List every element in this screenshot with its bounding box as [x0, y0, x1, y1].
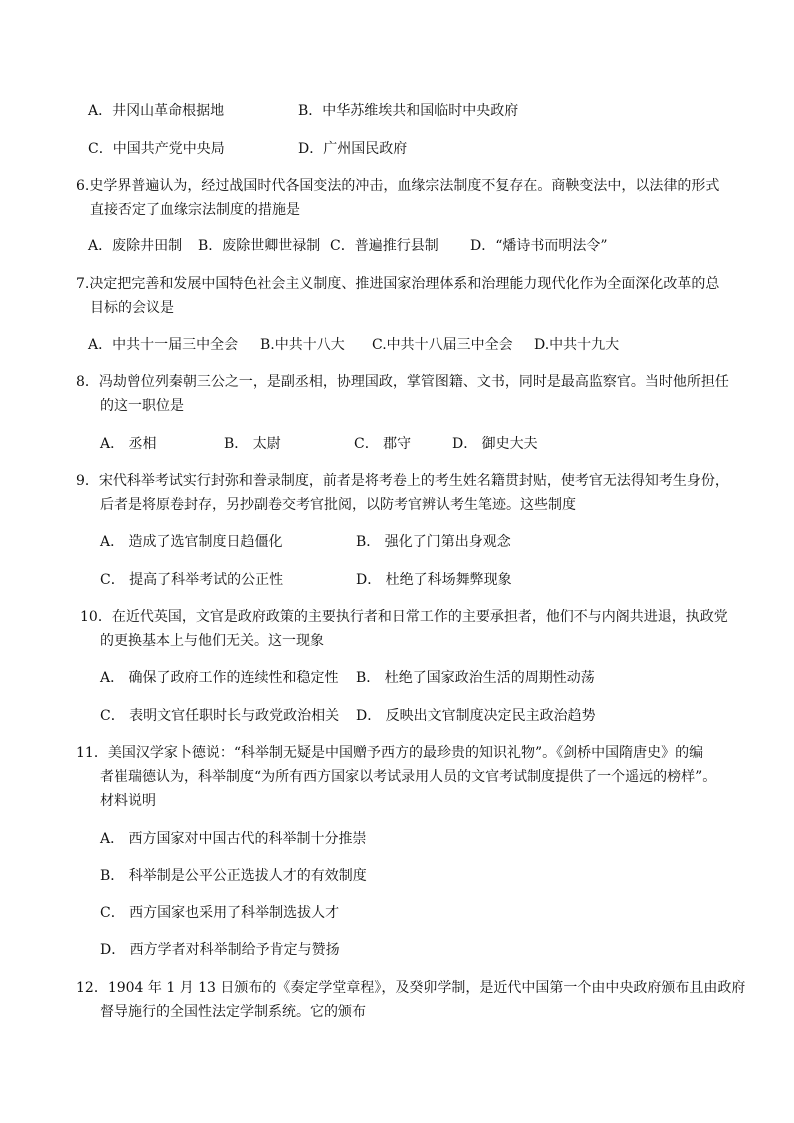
q11-stem-line3: 材料说明: [100, 793, 156, 809]
q7-option-a: A．中共十一届三中全会: [88, 337, 239, 353]
q6-option-c: C．普遍推行县制: [330, 238, 439, 254]
q8-option-d: D． 御史大夫: [452, 436, 538, 452]
q10-option-c: C． 表明文官任职时长与政党政治相关: [100, 708, 340, 724]
q7-option-d: D.中共十九大: [534, 337, 620, 353]
q6-option-d: D．“燔诗书而明法令”: [470, 238, 608, 254]
q9-stem-line2: 后者是将原卷封存，另抄副卷交考官批阅，以防考官辨认考生笔迹。这些制度: [100, 497, 576, 513]
q6-option-b: B．废除世卿世禄制: [198, 238, 321, 254]
q11-option-a: A． 西方国家对中国古代的科举制十分推崇: [100, 831, 367, 847]
q11-stem-line1: 11．美国汉学家卜德说：“科举制无疑是中国赠予西方的最珍贵的知识礼物”。《剑桥中国隋唐史》的编: [76, 745, 704, 761]
q5-option-c: C．中国共产党中央局: [88, 141, 225, 157]
q7-option-b: B.中共十八大: [260, 337, 345, 353]
q10-option-d: D． 反映出文官制度决定民主政治趋势: [356, 708, 596, 724]
q9-option-b: B． 强化了门第出身观念: [356, 534, 511, 550]
q8-stem-line2: 的这一职位是: [100, 398, 184, 414]
q8-option-c: C． 郡守: [354, 436, 412, 452]
q9-stem-line1: 9．宋代科举考试实行封弥和誊录制度，前者是将考卷上的考生姓名籍贯封贴，使考官无法得知考生身份，: [76, 473, 729, 489]
q5-option-d: D．广州国民政府: [298, 141, 408, 157]
q5-option-b: B．中华苏维埃共和国临时中央政府: [298, 103, 519, 119]
q7-stem-line1: 7.决定把完善和发展中国特色社会主义制度、推进国家治理体系和治理能力现代化作为全面深化改革的总: [76, 276, 720, 292]
q12-stem-line2: 督导施行的全国性法定学制系统。它的颁布: [100, 1004, 366, 1020]
q7-stem-line2: 目标的会议是: [90, 300, 174, 316]
q9-option-c: C． 提高了科举考试的公正性: [100, 572, 284, 588]
q12-stem-line1: 12．1904 年 1 月 13 日颁布的《奏定学堂章程》，及癸卯学制，是近代中国第一个由中央政府颁布且由政府: [76, 980, 746, 996]
q11-option-d: D． 西方学者对科举制给予肯定与赞扬: [100, 942, 340, 958]
q7-option-c: C.中共十八届三中全会: [372, 337, 513, 353]
q8-option-a: A． 丞相: [100, 436, 157, 452]
q11-option-c: C． 西方国家也采用了科举制选拔人才: [100, 905, 340, 921]
q10-stem-line1: 10．在近代英国，文官是政府政策的主要执行者和日常工作的主要承担者，他们不与内阁共进退，执政党: [80, 609, 728, 625]
q10-stem-line2: 的更换基本上与他们无关。这一现象: [100, 633, 324, 649]
q5-option-a: A．井冈山革命根据地: [88, 103, 225, 119]
q8-option-b: B． 太尉: [224, 436, 281, 452]
q10-option-b: B． 杜绝了国家政治生活的周期性动荡: [356, 670, 595, 686]
q6-stem-line2: 直接否定了血缘宗法制度的措施是: [90, 202, 300, 218]
q6-option-a: A．废除井田制: [88, 238, 183, 254]
q11-option-b: B． 科举制是公平公正选拔人才的有效制度: [100, 868, 367, 884]
q6-stem-line1: 6.史学界普遍认为，经过战国时代各国变法的冲击，血缘宗法制度不复存在。商鞅变法中，以法律的形式: [76, 178, 720, 194]
q10-option-a: A． 确保了政府工作的连续性和稳定性: [100, 670, 339, 686]
q8-stem-line1: 8．冯劫曾位列秦朝三公之一，是副丞相，协理国政，掌管图籍、文书，同时是最高监察官。当时他所担任: [76, 374, 729, 390]
q9-option-d: D． 杜绝了科场舞弊现象: [356, 572, 512, 588]
q11-stem-line2: 者崔瑞德认为，科举制度“为所有西方国家以考试录用人员的文官考试制度提供了一个遥远的榜样”。: [100, 769, 717, 785]
q9-option-a: A． 造成了选官制度日趋僵化: [100, 534, 283, 550]
